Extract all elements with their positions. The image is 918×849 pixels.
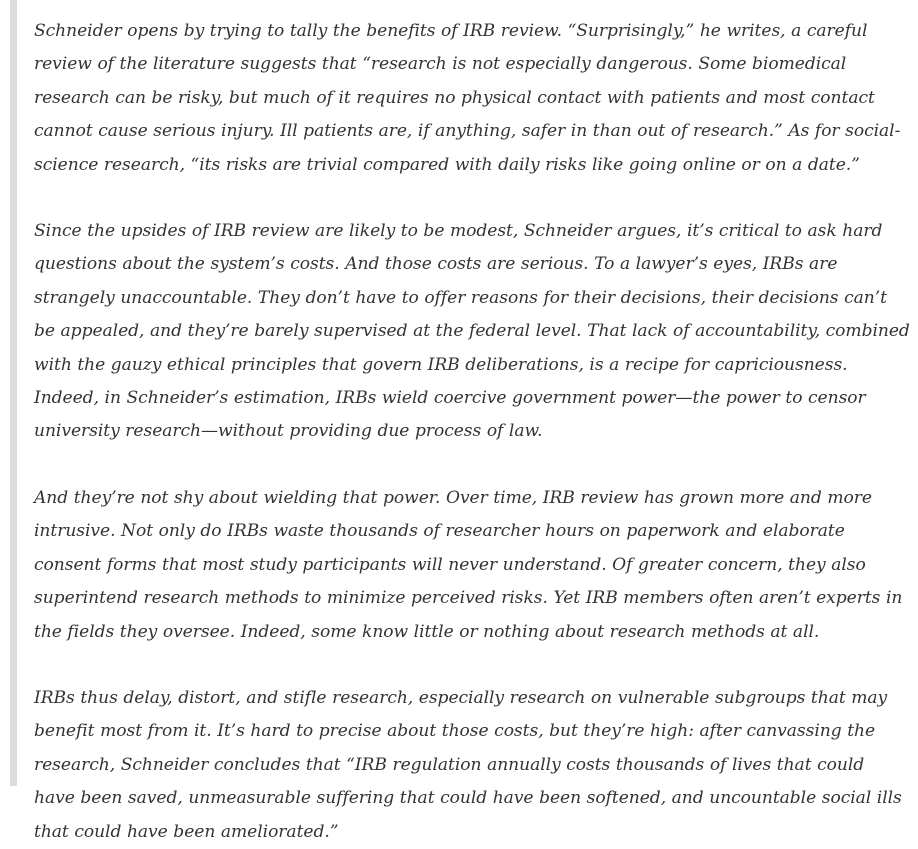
paragraph-benefits: Schneider opens by trying to tally the benefits of IRB review. “Surprisingly,” he writes, a careful review of the literature suggests that “research is not especially dangerous. Some biomedical research can be risky, but much of it requires no physical contact with patients and most contact cannot cause serious injury. Ill patients are, if anything, safer in than out of research.” As for social-science research, “its risks are trivial compared with daily risks like going online or on a date.” [34,21,901,175]
blockquote [10,0,910,842]
paragraph-costs: Since the upsides of IRB review are likely to be modest, Schneider argues, it’s critical to ask hard questions about the system’s costs. And those costs are serious. To a lawyer’s eyes, IRBs are strangely unaccountable. They don’t have to offer reasons for their decisions, their decisions can’t be appealed, and they’re barely supervised at the federal level. That lack of accountability, combined with the gauzy ethical principles that govern IRB deliberations, is a recipe for capriciousness. Indeed, in Schneider’s estimation, IRBs wield coercive government power—the power to censor university research—without providing due process of law. [34,221,910,442]
paragraph-conclusion: IRBs thus delay, distort, and stifle research, especially research on vulnerable subgroups that may benefit most from it. It’s hard to precise about those costs, but they’re high: after canvassing the research, Schneider concludes that “IRB regulation annually costs thousands of lives that could have been saved, unmeasurable suffering that could have been softened, and uncountable social ills that could have been ameliorated.” [34,687,902,842]
paragraph-power: And they’re not shy about wielding that power. Over time, IRB review has grown more and more intrusive. Not only do IRBs waste thousands of researcher hours on paperwork and elaborate consent forms that most study participants will never understand. Of greater concern, they also superintend research methods to minimize perceived risks. Yet IRB members often aren’t experts in the fields they oversee. Indeed, some know little or nothing about research methods at all. [34,487,903,642]
